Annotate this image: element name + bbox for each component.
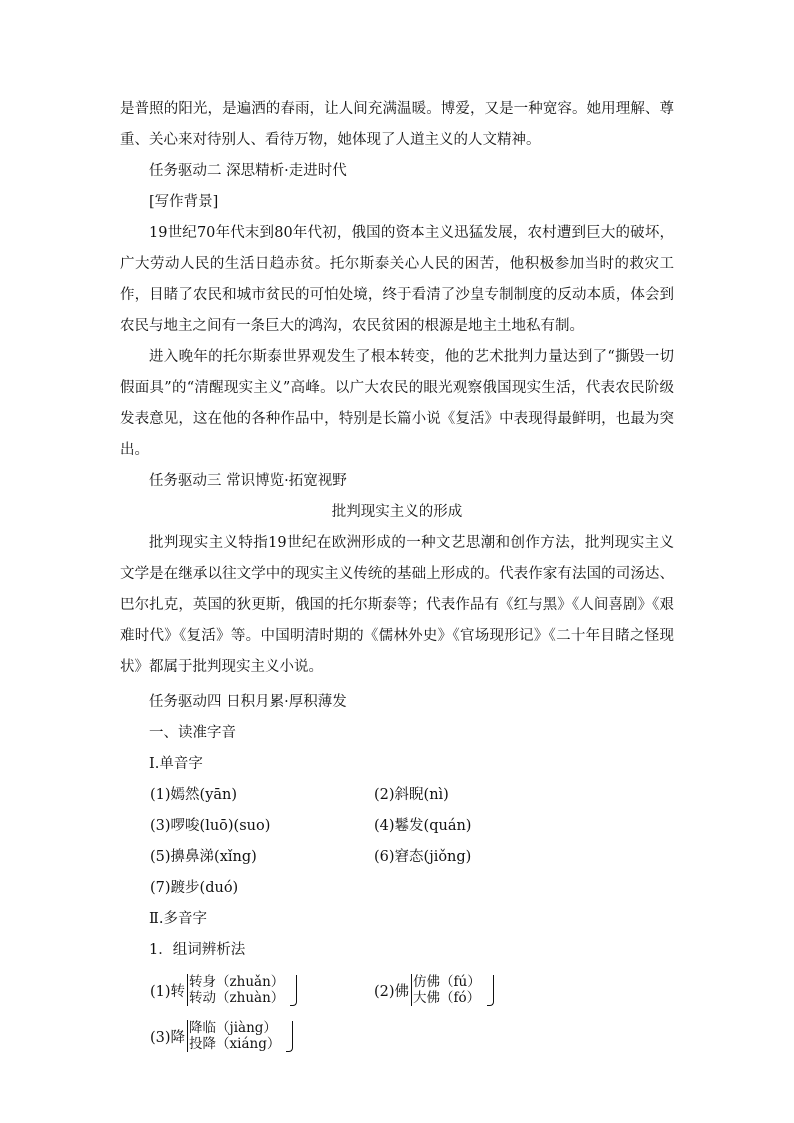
poly-word: 转动（zhuàn） [189, 990, 285, 1006]
poly-word: 仿佛（fú） [413, 974, 481, 990]
single-char-list [120, 780, 674, 904]
brace-mark [290, 975, 297, 1006]
section-read-pronunciation: 一、读准字音 [149, 725, 236, 741]
poly-head: (1)转 [150, 983, 186, 1000]
poly-item [150, 968, 374, 1012]
list-item: (3)啰唆(luō)(suo) [150, 818, 271, 834]
poly-word: 投降（xiáng） [189, 1036, 281, 1052]
poly-row-1 [120, 968, 674, 1012]
method-word-group: 1．组词辨析法 [149, 942, 246, 958]
list-item: (5)擤鼻涕(xǐng) [150, 849, 257, 865]
task3-heading: 批判现实主义的形成 [331, 504, 463, 520]
task2-label: [写作背景] [149, 194, 219, 210]
poly-words [187, 1020, 280, 1052]
poly-word: 大佛（fó） [413, 990, 481, 1006]
background-paragraph-2: 进入晚年的托尔斯泰世界观发生了根本转变，他的艺术批判力量达到了“撕毁一切假面具”的“清醒现实主义”高峰。以广大农民的眼光观察俄国现实生活，代表农民阶级发表意见，这在他的各种作品中，特别是长篇小说《复活》中表现得最鲜明，也最为突出。 [120, 349, 674, 458]
realism-paragraph: 批判现实主义特指19世纪在欧洲形成的一种文艺思潮和创作方法，批判现实主义文学是在继承以往文学中的现实主义传统的基础上形成的。代表作家有法国的司汤达、巴尔扎克，英国的狄更斯，俄国的托尔斯泰等；代表作品有《红与黑》《人间喜剧》《艰难时代》《复活》等。中国明清时期的《儒林外史》《官场现形记》《二十年目睹之怪现状》都属于批判现实主义小说。 [120, 535, 674, 675]
list-item: (4)鬈发(quán) [374, 818, 472, 834]
task4-title: 任务驱动四 日积月累·厚积薄发 [149, 694, 347, 710]
poly-word: 降临（jiàng） [189, 1020, 277, 1036]
poly-head: (3)降 [150, 1029, 186, 1046]
poly-words [411, 974, 481, 1006]
background-paragraph-1: 19世纪70年代末到80年代初，俄国的资本主义迅猛发展，农村遭到巨大的破坏，广大劳动人民的生活日趋赤贫。托尔斯泰关心人民的困苦，他积极参加当时的救灾工作，目睹了农民和城市贫民的可怕处境，终于看清了沙皇专制制度的反动本质，体会到农民与地主之间有一条巨大的鸿沟，农民贫困的根源是地主土地私有制。 [120, 225, 674, 334]
brace-mark [286, 1021, 293, 1052]
poly-words [187, 974, 284, 1006]
task2-title: 任务驱动二 深思精析·走进时代 [149, 163, 347, 179]
paragraph-continued: 是普照的阳光，是遍洒的春雨，让人间充满温暖。博爱，又是一种宽容。她用理解、尊重、关心来对待别人、看待万物，她体现了人道主义的人文精神。 [120, 101, 674, 148]
document-content [120, 94, 674, 1058]
poly-row-2 [120, 1014, 674, 1058]
poly-item [374, 968, 494, 1012]
brace-mark [487, 975, 494, 1006]
poly-head: (2)佛 [374, 983, 410, 1000]
list-item: (1)嫣然(yān) [150, 787, 238, 803]
task3-title: 任务驱动三 常识博览·拓宽视野 [149, 473, 347, 489]
poly-word: 转身（zhuǎn） [189, 974, 285, 990]
poly-item [150, 1014, 374, 1058]
subsection-single-char: Ⅰ.单音字 [149, 756, 203, 772]
subsection-multi-char: Ⅱ.多音字 [149, 911, 207, 927]
list-item: (6)窘态(jiǒng) [374, 849, 472, 865]
list-item: (7)踱步(duó) [150, 880, 239, 896]
list-item: (2)斜睨(nì) [374, 787, 449, 803]
